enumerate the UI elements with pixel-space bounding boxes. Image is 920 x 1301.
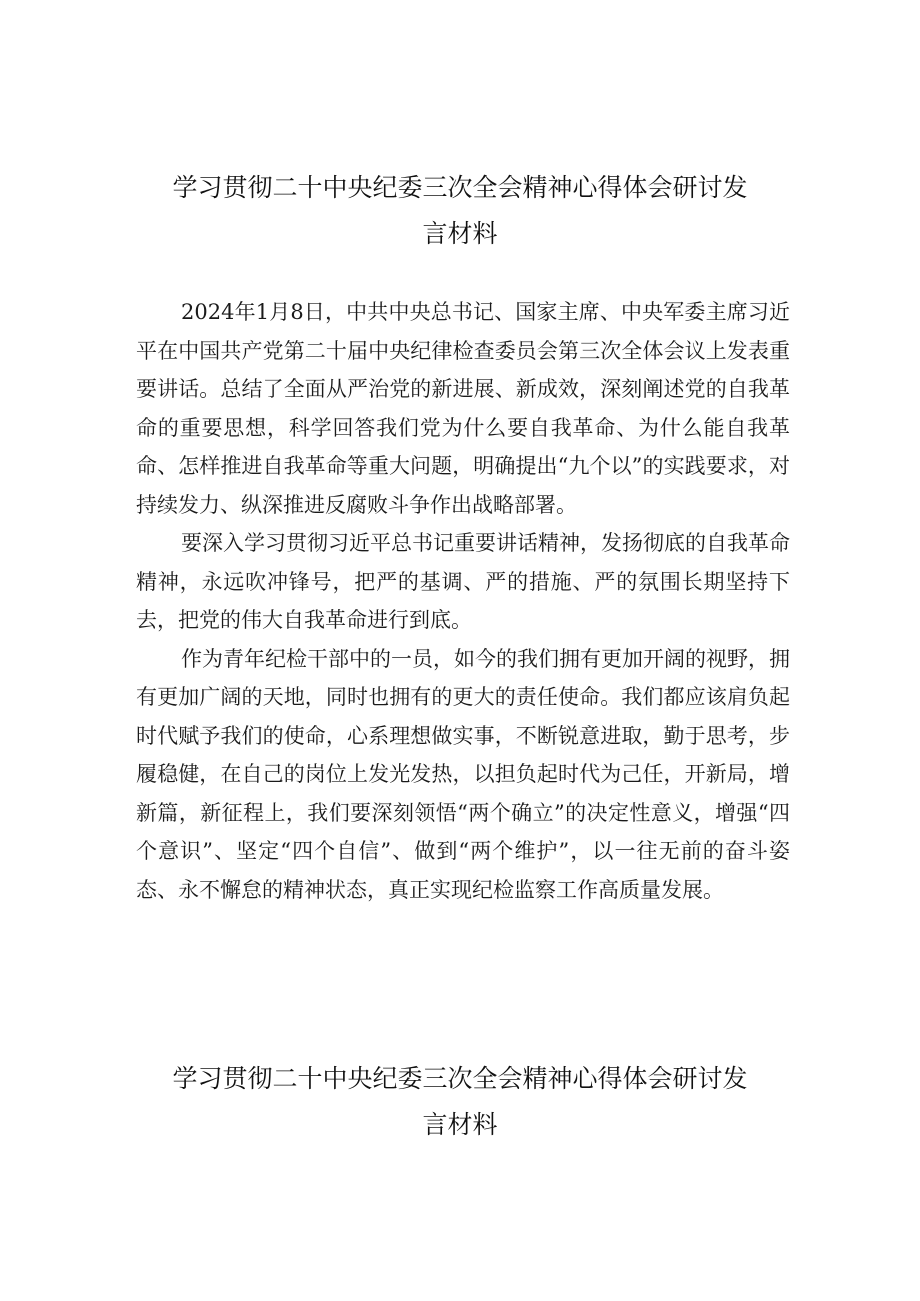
title-line-2: 言材料 xyxy=(422,219,498,248)
title-line-2: 言材料 xyxy=(422,1110,498,1139)
document-body xyxy=(136,293,790,909)
paragraph-1: 2024年1月8日，中共中央总书记、国家主席、中央军委主席习近平在中国共产党第二十届中央纪律检查委员会第三次全体会议上发表重要讲话。总结了全面从严治党的新进展、新成效，深刻阐述党的自我革命的重要思想，科学回答我们党为什么要自我革命、为什么能自我革命、怎样推进自我革命等重大问题，明确提出“九个以”的实践要求，对持续发力、纵深推进反腐败斗争作出战略部署。 xyxy=(136,300,790,517)
title-line-1: 学习贯彻二十中央纪委三次全会精神心得体会研讨发 xyxy=(172,1064,748,1093)
paragraph-2: 要深入学习贯彻习近平总书记重要讲话精神，发扬彻底的自我革命精神，永远吹冲锋号，把严的基调、严的措施、严的氛围长期坚持下去，把党的伟大自我革命进行到底。 xyxy=(136,531,790,632)
paragraph-3: 作为青年纪检干部中的一员，如今的我们拥有更加开阔的视野，拥有更加广阔的天地，同时也拥有的更大的责任使命。我们都应该肩负起时代赋予我们的使命，心系理想做实事，不断锐意进取，勤于思考，步履稳健，在自己的岗位上发光发热，以担负起时代为己任，开新局，增新篇，新征程上，我们要深刻领悟“两个确立”的决定性意义，增强“四个意识”、坚定“四个自信”、做到“两个维护”，以一往无前的奋斗姿态、永不懈怠的精神状态，真正实现纪检监察工作高质量发展。 xyxy=(136,646,790,902)
second-document-title xyxy=(130,1056,790,1148)
title-line-1: 学习贯彻二十中央纪委三次全会精神心得体会研讨发 xyxy=(172,173,748,202)
document-title xyxy=(130,165,790,257)
